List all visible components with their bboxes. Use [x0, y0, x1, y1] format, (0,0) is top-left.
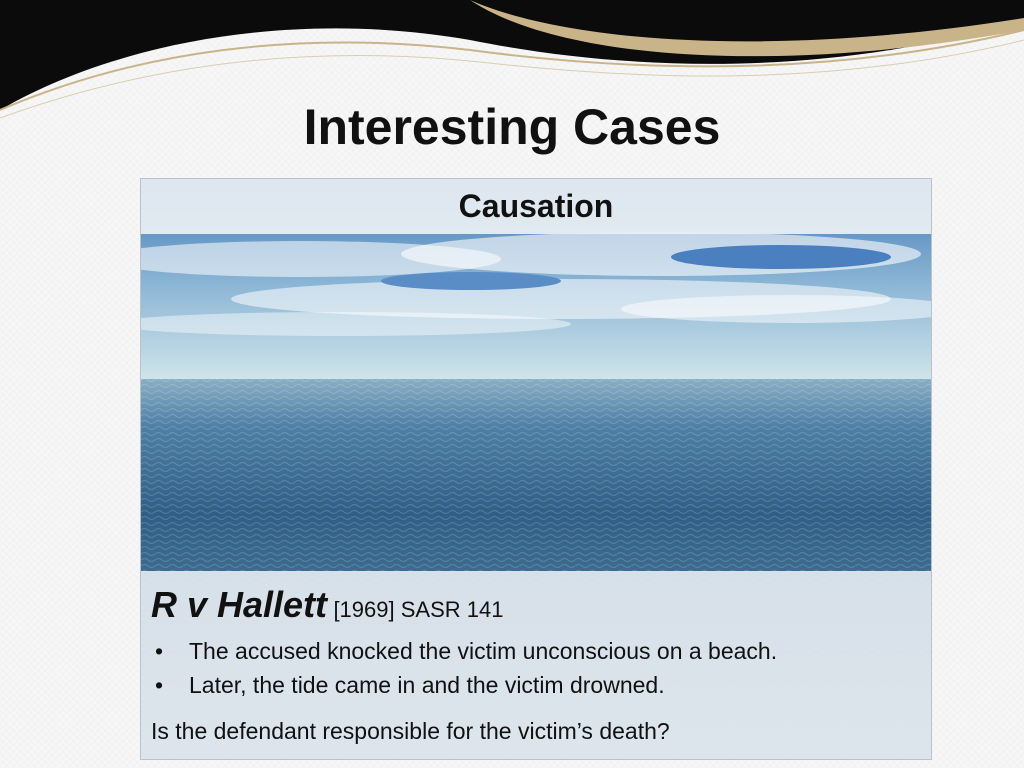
bullet-icon: • [155, 638, 164, 665]
list-item [151, 634, 921, 668]
discussion-question: Is the defendant responsible for the victim’s death? [151, 718, 670, 745]
content-panel [140, 178, 932, 760]
fact-list [151, 634, 921, 702]
section-subtitle: Causation [141, 179, 931, 234]
bullet-text: Later, the tide came in and the victim drowned. [189, 672, 665, 699]
list-item [151, 668, 921, 702]
case-textbox [141, 571, 931, 759]
page-title: Interesting Cases [303, 99, 721, 155]
bullet-icon: • [155, 672, 164, 699]
bullet-text: The accused knocked the victim unconscious on a beach. [189, 638, 778, 665]
case-citation: [1969] SASR 141 [333, 597, 504, 622]
case-heading [151, 583, 921, 626]
case-name: R v Hallett [151, 584, 328, 625]
